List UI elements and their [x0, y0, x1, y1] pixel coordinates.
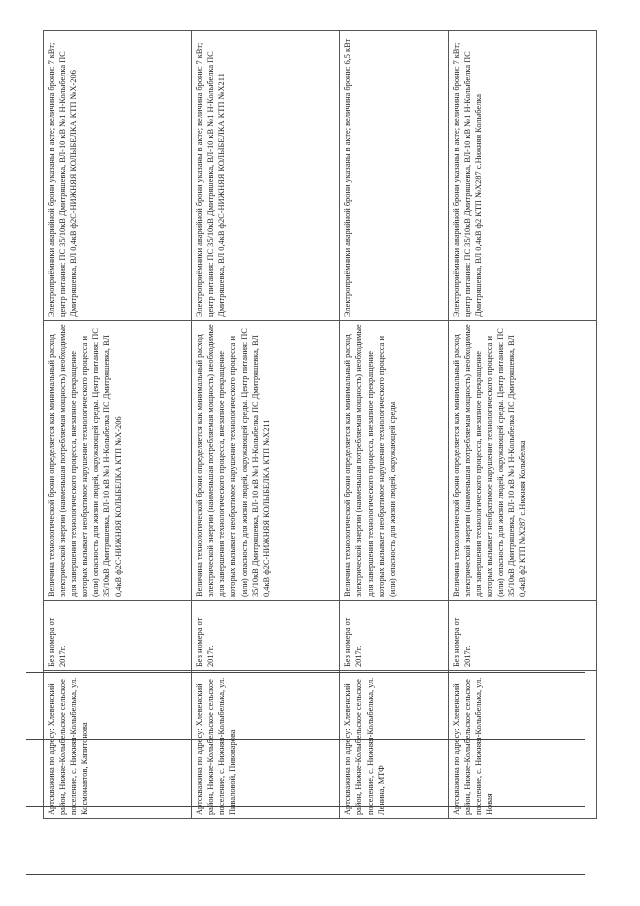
- emergency-cell: Электроприёмники аварийной брони указаны в акте; величина брони: 7 кВт; центр питания: ПС 35/10кВ Дмитряшевка, ВЛ-10 кВ №1 Н-Колыбелка ПС Дмитряшевка, ВЛ 0,4кВ ф2С-НИЖНЯЯ КОЛЫБЕЛКА КТП №Х211: [192, 31, 340, 321]
- horizontal-rule: [26, 739, 585, 740]
- table-row: [192, 31, 340, 819]
- rotated-table-wrapper: [43, 31, 597, 819]
- number-cell: Без номера от 2017г.: [192, 601, 340, 671]
- reservation-table: [43, 30, 597, 819]
- table-row: [448, 31, 596, 819]
- number-cell: Без номера от 2017г.: [44, 601, 192, 671]
- emergency-cell: Электроприёмники аварийной брони указаны в акте; величина брони: 7 кВт; центр питания: ПС 35/10кВ Дмитряшевка, ВЛ-10 кВ №1 Н-Колыбелка ПС Дмитряшевка, ВЛ 0,4кВ ф2 КТП №Х287 с.Нижняя Колыбелка: [448, 31, 596, 321]
- address-cell: Артскважина по адресу: Хлевенский район, Нижне-Колыбельское сельское поселение, с. Нижняя-Колыбелька, ул. Пиваловой, Пивоварова: [192, 671, 340, 819]
- number-cell: Без номера от 2017г.: [448, 601, 596, 671]
- number-cell: Без номера от 2017г.: [340, 601, 448, 671]
- address-cell: Артскважина по адресу: Хлевенский район, Нижне-Колыбельское сельское поселение, с. Нижняя-Колыбелька, ул. Ленина, МТФ: [340, 671, 448, 819]
- address-cell: Артскважина по адресу: Хлевенский район, Нижне-Колыбельское сельское поселение, с. Нижняя-Колыбелька, ул. Новая: [448, 671, 596, 819]
- emergency-cell: Электроприёмники аварийной брони указаны в акте; величина брони: 6,5 кВт: [340, 31, 448, 321]
- description-cell: Величина технологической брони определяется как минимальный расход электрической энергии (наименьшая потребляемая мощность) необходимые для завершения технологического процесса, внезапное прекращение которых вызывает необратимое нарушение технологического процесса и (или) опасность для жизни людей, окружающей среды. Центр питания: ПС 35/10кВ Дмитряшевка, ВЛ-10 кВ №1 Н-Колыбелка ПС Дмитряшевка, ВЛ 0,4кВ ф2С-НИЖНЯЯ КОЛЫБЕЛКА КТП №Х211: [192, 321, 340, 601]
- address-cell: Артскважина по адресу: Хлевенский район, Нижне-Колыбельское сельское поселение, с. Нижняя-Колыбелька, ул. Космонавтов, Капитонова: [44, 671, 192, 819]
- horizontal-rule: [26, 806, 585, 807]
- table-row: [340, 31, 448, 819]
- description-cell: Величина технологической брони определяется как минимальный расход электрической энергии (наименьшая потребляемая мощность) необходимые для завершения технологического процесса, внезапное прекращение которых вызывает необратимое нарушение технологического процесса и (или) опасность для жизни людей, окружающей среды. Центр питания: ПС 35/10кВ Дмитряшевка, ВЛ-10 кВ №1 Н-Колыбелка ПС Дмитряшевка, ВЛ 0,4кВ ф2С-НИЖНЯЯ КОЛЫБЕЛКА КТП №Х-206: [44, 321, 192, 601]
- description-cell: Величина технологической брони определяется как минимальный расход электрической энергии (наименьшая потребляемая мощность) необходимые для завершения технологического процесса, внезапное прекращение которых вызывает необратимое нарушение технологического процесса и (или) опасность для жизни людей, окружающей среды. Центр питания: ПС 35/10кВ Дмитряшевка, ВЛ-10 кВ №1 Н-Колыбелка ПС Дмитряшевка, ВЛ 0,4кВ ф2 КТП №Х287 с.Нижняя Колыбелка: [448, 321, 596, 601]
- description-cell: Величина технологической брони определяется как минимальный расход электрической энергии (наименьшая потребляемая мощность) необходимые для завершения технологического процесса, внезапное прекращение которых вызывает необратимое нарушение технологического процесса и (или) опасность для жизни людей, окружающей среды: [340, 321, 448, 601]
- horizontal-rule: [26, 874, 585, 875]
- table-row: [44, 31, 192, 819]
- horizontal-rule: [26, 672, 585, 673]
- emergency-cell: Электроприёмники аварийной брони указаны в акте; величина брони: 7 кВт; центр питания: ПС 35/10кВ Дмитряшевка, ВЛ-10 кВ №1 Н-Колыбелка ПС Дмитряшевка, ВЛ 0,4кВ ф2С-НИЖНЯЯ КОЛЫБЕЛКА КТП №Х-206: [44, 31, 192, 321]
